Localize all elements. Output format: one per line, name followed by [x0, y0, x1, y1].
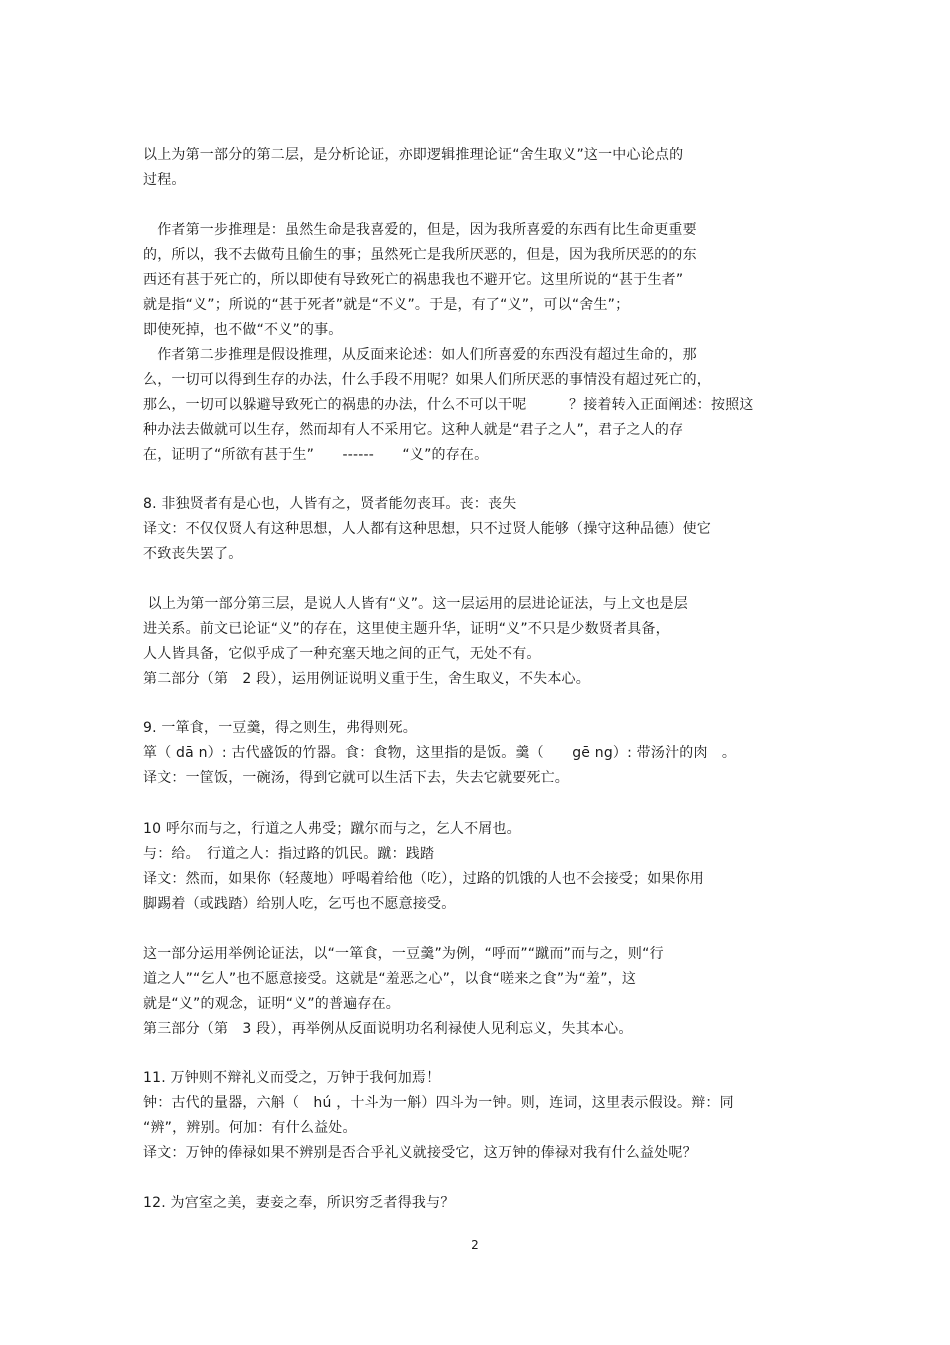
text-line: 第二部分（第 2 段），运用例证说明义重于生，舍生取义，不失本心。	[143, 671, 590, 687]
text-line: 译文：然而，如果你（轻蔑地）呼喝着给他（吃），过路的饥饿的人也不会接受；如果你用	[143, 871, 704, 887]
text-line: 的，所以，我不去做苟且偷生的事；虽然死亡是我所厌恶的，但是，因为我所厌恶的的东	[143, 247, 697, 263]
text-line: 译文：一筐饭，一碗汤，得到它就可以生活下去，失去它就要死亡。	[143, 770, 569, 786]
text-line: 以上为第一部分的第二层，是分析论证，亦即逻辑推理论证“舍生取义”这一中心论点的	[143, 147, 684, 163]
text-line: 作者第二步推理是假设推理，从反面来论述：如人们所喜爱的东西没有超过生命的，那	[143, 347, 697, 363]
text-line: 以上为第一部分第三层，是说人人皆有“义”。这一层运用的层进论证法，与上文也是层	[143, 596, 688, 612]
text-line: 种办法去做就可以生存，然而却有人不采用它。这种人就是“君子之人”，君子之人的存	[143, 422, 684, 438]
text-line: 与：给。 行道之人：指过路的饥民。蹴：践踏	[143, 846, 435, 862]
text-line: 脚踢着（或践踏）给别人吃，乞丐也不愿意接受。	[143, 896, 456, 912]
text-line: 道之人”“乞人”也不愿意接受。这就是“羞恶之心”，以食“嗟来之食”为“羞”，这	[143, 971, 637, 987]
text-line: 译文：万钟的俸禄如果不辨别是否合乎礼义就接受它，这万钟的俸禄对我有什么益处呢？	[143, 1145, 697, 1161]
text-line: 8. 非独贤者有是心也，人皆有之，贤者能勿丧耳。丧：丧失	[143, 496, 517, 512]
text-line: 这一部分运用举例论证法，以“一箪食，一豆羹”为例，“呼而”“蹴而”而与之，则“行	[143, 946, 664, 962]
text-line: 第三部分（第 3 段），再举例从反面说明功名利禄使人见利忘义，失其本心。	[143, 1021, 633, 1037]
text-line: “辨”，辨别。何加：有什么益处。	[143, 1120, 357, 1136]
text-line: 12. 为宫室之美，妻妾之奉，所识穷乏者得我与？	[143, 1195, 455, 1211]
text-line: 在，证明了“所欲有甚于生” ------ “义”的存在。	[143, 447, 489, 463]
text-line: 进关系。前文已论证“义”的存在，这里使主题升华，证明“义”不只是少数贤者具备，	[143, 621, 670, 637]
text-line: 即使死掉，也不做“不义”的事。	[143, 322, 343, 338]
text-line: 作者第一步推理是：虽然生命是我喜爱的，但是，因为我所喜爱的东西有比生命更重要	[143, 222, 697, 238]
text-line: 那么，一切可以躲避导致死亡的祸患的办法，什么不可以干呢 ？接着转入正面阐述：按照这	[143, 397, 754, 413]
page-number: 2	[471, 1238, 479, 1252]
text-line: 不致丧失罢了。	[143, 546, 243, 562]
text-line: 人人皆具备，它似乎成了一种充塞天地之间的正气，无处不有。	[143, 646, 541, 662]
text-line: 过程。	[143, 172, 186, 188]
text-line: 10 呼尔而与之，行道之人弗受；蹴尔而与之，乞人不屑也。	[143, 821, 521, 837]
text-line: 11. 万钟则不辩礼义而受之，万钟于我何加焉！	[143, 1070, 441, 1086]
text-line: 就是指“义”；所说的“甚于死者”就是“不义”。于是，有了“义”，可以“舍生”；	[143, 297, 630, 313]
text-line: 钟：古代的量器，六斛（ hú ，十斗为一斛）四斗为一钟。则，连词，这里表示假设。辩：同	[143, 1095, 734, 1111]
text-line: 译文：不仅仅贤人有这种思想，人人都有这种思想，只不过贤人能够（操守这种品德）使它	[143, 521, 711, 537]
text-line: 西还有甚于死亡的，所以即使有导致死亡的祸患我也不避开它。这里所说的“甚于生者”	[143, 272, 684, 288]
text-line: 么，一切可以得到生存的办法，什么手段不用呢？如果人们所厌恶的事情没有超过死亡的，	[143, 372, 711, 388]
text-line: 9. 一箪食，一豆羹，得之则生，弗得则死。	[143, 720, 418, 736]
text-line: 就是“义”的观念，证明“义”的普遍存在。	[143, 996, 401, 1012]
text-line: 箪（ dā n）: 古代盛饭的竹器。食：食物，这里指的是饭。羹（ gē ng）: 带汤汁的肉 。	[143, 745, 737, 761]
